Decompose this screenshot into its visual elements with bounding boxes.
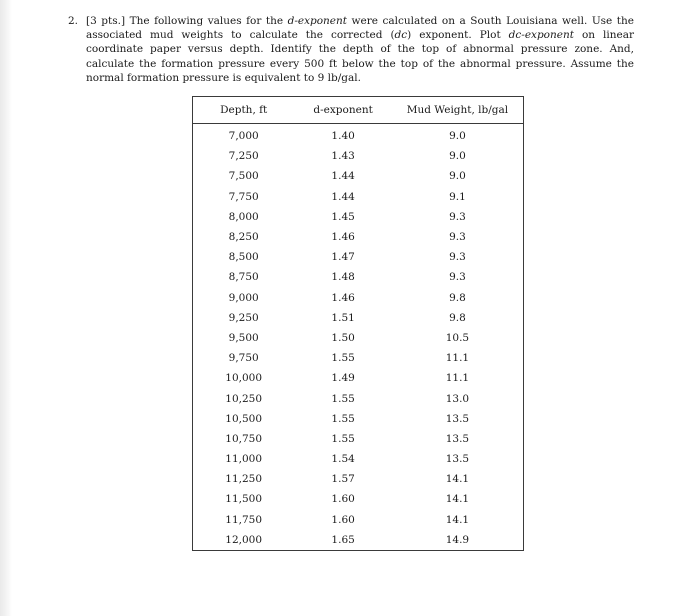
header-depth: Depth, ft xyxy=(193,97,295,124)
d-exponent-cell: 1.44 xyxy=(331,170,355,183)
mud-weight-cell: 10.5 xyxy=(445,331,470,344)
question-number: 2. xyxy=(68,15,79,27)
depth-cell: 11,500 xyxy=(225,493,263,506)
mud-weight-cell: 9.3 xyxy=(449,251,466,264)
depth-cell: 9,250 xyxy=(228,311,259,324)
mud-weight-cell: 9.3 xyxy=(449,231,466,244)
d-exponent-cell: 1.54 xyxy=(331,453,355,466)
term-dc: dc xyxy=(394,29,408,42)
mud-weight-cell: 13.5 xyxy=(445,412,470,425)
table-row xyxy=(193,308,524,328)
table-row xyxy=(193,328,524,348)
mud-weight-cell: 13.5 xyxy=(445,432,470,445)
depth-cell: 12,000 xyxy=(225,533,263,546)
d-exponent-cell: 1.44 xyxy=(331,190,355,203)
mud-weight-cell: 9.3 xyxy=(449,210,466,223)
depth-cell: 10,000 xyxy=(225,372,263,385)
table-row xyxy=(193,166,524,186)
d-exponent-cell: 1.60 xyxy=(331,513,355,526)
page-left-edge xyxy=(0,0,12,616)
d-exponent-cell: 1.40 xyxy=(331,130,355,143)
mud-weight-cell: 9.0 xyxy=(449,130,466,143)
question-points: [3 pts.] xyxy=(86,15,126,27)
mud-weight-cell: 13.5 xyxy=(445,453,470,466)
table-row xyxy=(193,247,524,267)
header-d-exponent: d-exponent xyxy=(294,97,392,124)
depth-cell: 8,750 xyxy=(228,271,259,284)
depth-cell: 7,500 xyxy=(228,170,259,183)
d-exponent-cell: 1.47 xyxy=(331,251,355,264)
mud-weight-cell: 9.1 xyxy=(449,190,466,203)
mud-weight-cell: 14.1 xyxy=(445,493,470,506)
mud-weight-cell: 9.0 xyxy=(449,150,466,163)
depth-cell: 11,750 xyxy=(225,513,263,526)
mud-weight-cell: 11.1 xyxy=(445,352,470,365)
table-header-row xyxy=(193,97,524,124)
table-row xyxy=(193,348,524,368)
d-exponent-cell: 1.49 xyxy=(331,372,355,385)
depth-cell: 11,250 xyxy=(225,473,263,486)
table-row xyxy=(193,146,524,166)
mud-weight-cell: 9.8 xyxy=(449,291,466,304)
depth-cell: 7,750 xyxy=(228,190,259,203)
d-exponent-cell: 1.55 xyxy=(331,392,355,405)
d-exponent-cell: 1.48 xyxy=(331,271,355,284)
d-exponent-cell: 1.65 xyxy=(331,533,355,546)
d-exponent-cell: 1.51 xyxy=(331,311,355,324)
d-exponent-cell: 1.46 xyxy=(331,231,355,244)
d-exponent-cell: 1.55 xyxy=(331,352,355,365)
table-row xyxy=(193,449,524,469)
mud-weight-cell: 9.8 xyxy=(449,311,466,324)
depth-cell: 7,000 xyxy=(228,130,259,143)
question-text-3: on linear coordinate paper versus depth. Identify the depth of the top of abnormal pressure zone. And, calculate the formation pressure every 500 ft below the top of the abnormal pressure. Assume the normal formation pressure is equivalent to 9 lb/gal. xyxy=(86,29,635,84)
mud-weight-cell: 14.1 xyxy=(445,513,470,526)
table-row xyxy=(193,530,524,551)
question-text xyxy=(68,14,635,85)
table-row xyxy=(193,267,524,287)
table-row xyxy=(193,368,524,388)
depth-cell: 9,500 xyxy=(228,331,259,344)
table-row xyxy=(193,489,524,509)
mud-weight-cell: 14.9 xyxy=(445,533,470,546)
table-row xyxy=(193,288,524,308)
depth-cell: 9,750 xyxy=(228,352,259,365)
d-exponent-cell: 1.50 xyxy=(331,331,355,344)
question-text-1: were calculated on a South Louisiana well. Use the associated mud weights to calculate the corrected ( xyxy=(86,15,634,42)
table-body xyxy=(193,124,524,551)
question-text-2: ) exponent. Plot xyxy=(407,29,509,42)
depth-cell: 10,500 xyxy=(225,412,263,425)
mud-weight-cell: 9.0 xyxy=(449,170,466,183)
d-exponent-cell: 1.57 xyxy=(331,473,355,486)
d-exponent-cell: 1.46 xyxy=(331,291,355,304)
mud-weight-cell: 13.0 xyxy=(445,392,470,405)
depth-cell: 7,250 xyxy=(228,150,259,163)
mud-weight-cell: 11.1 xyxy=(445,372,470,385)
depth-cell: 10,250 xyxy=(225,392,263,405)
term-d-exponent: d-exponent xyxy=(287,15,347,27)
mud-weight-cell: 9.3 xyxy=(449,271,466,284)
table-row xyxy=(193,187,524,207)
d-exponent-cell: 1.55 xyxy=(331,432,355,445)
d-exponent-cell: 1.43 xyxy=(331,150,355,163)
term-dc-exponent: dc-exponent xyxy=(508,29,574,42)
table-row xyxy=(193,429,524,449)
depth-cell: 8,250 xyxy=(228,231,259,244)
table-row xyxy=(193,469,524,489)
data-table xyxy=(192,96,524,551)
depth-cell: 9,000 xyxy=(228,291,259,304)
d-exponent-cell: 1.45 xyxy=(331,210,355,223)
question-intro: The following values for the xyxy=(129,15,288,27)
depth-cell: 10,750 xyxy=(225,432,263,445)
table-row xyxy=(193,227,524,247)
table-row xyxy=(193,388,524,408)
table-row xyxy=(193,510,524,530)
table-row xyxy=(193,207,524,227)
d-exponent-cell: 1.55 xyxy=(331,412,355,425)
mud-weight-cell: 14.1 xyxy=(445,473,470,486)
depth-cell: 8,000 xyxy=(228,210,259,223)
table-row xyxy=(193,124,524,147)
depth-cell: 8,500 xyxy=(228,251,259,264)
table-row xyxy=(193,409,524,429)
header-mud-weight: Mud Weight, lb/gal xyxy=(392,97,524,124)
depth-cell: 11,000 xyxy=(225,453,263,466)
d-exponent-cell: 1.60 xyxy=(331,493,355,506)
